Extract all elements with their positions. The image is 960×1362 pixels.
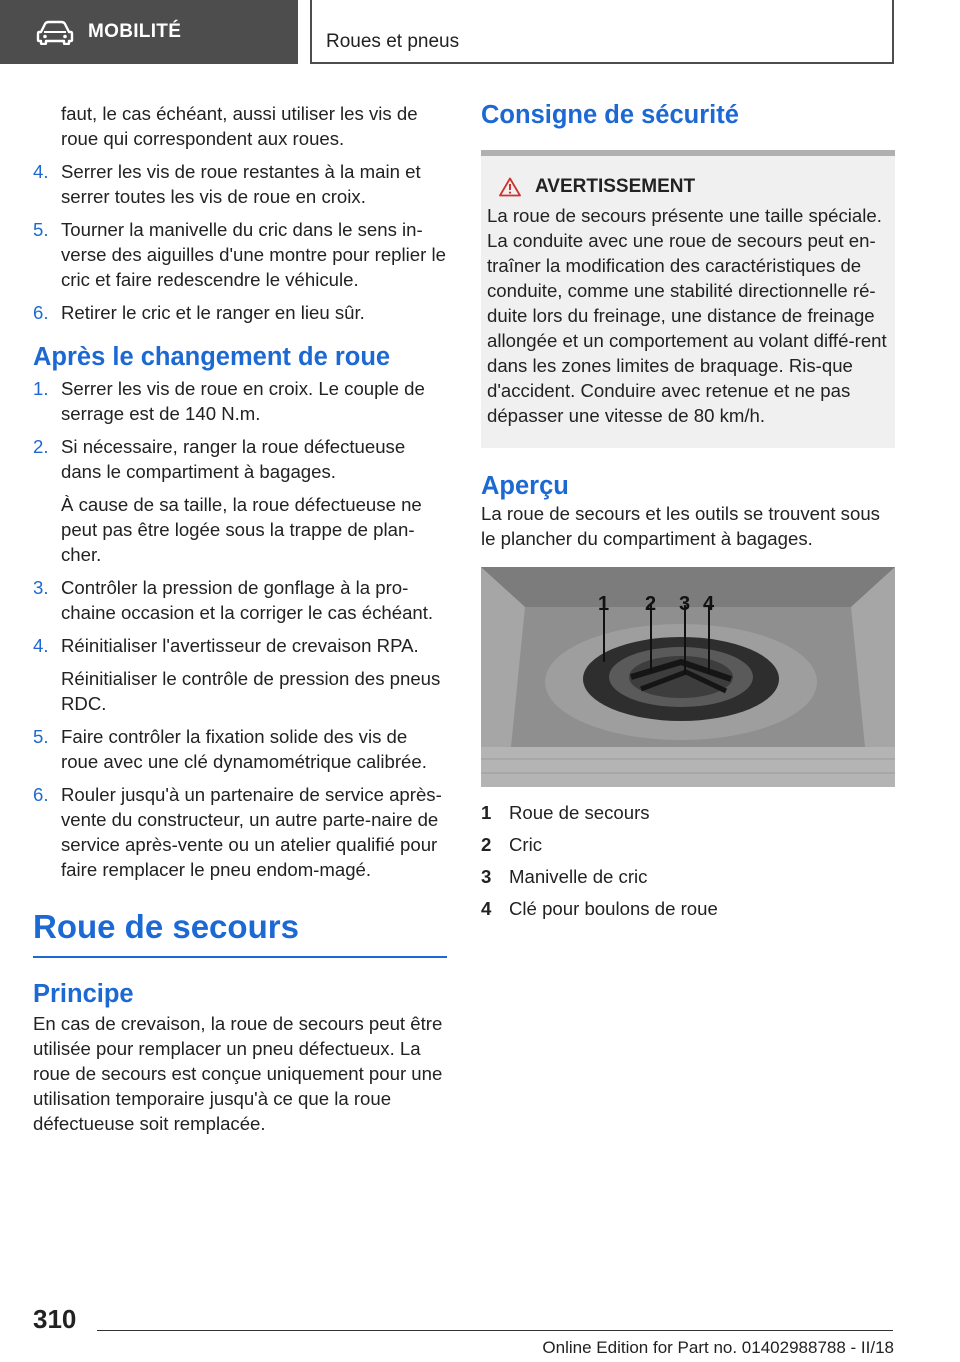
- legend-number: 4: [481, 898, 492, 919]
- legend-label: Roue de secours: [509, 802, 650, 823]
- step-number: 5.: [33, 726, 49, 747]
- chapter-label: Roues et pneus: [326, 31, 460, 52]
- step-text: Serrer les vis de roue en croix. Le couple de serrage est de 140 N.m.: [61, 378, 425, 424]
- step-number: 1.: [33, 378, 49, 399]
- legend-item: [481, 829, 895, 861]
- legend-item: [481, 861, 895, 893]
- spare-wheel-figure: [481, 567, 895, 787]
- list-item: [33, 724, 447, 774]
- left-column: [33, 101, 447, 1136]
- section-label: MOBILITÉ: [88, 21, 182, 42]
- overview-text: La roue de secours et les outils se trouvent sous le plancher du compartiment à bagages.: [481, 503, 880, 549]
- step-text: Contrôler la pression de gonflage à la pro‐chaine occasion et la corriger le cas échéant.: [61, 577, 434, 623]
- step-number: 4.: [33, 161, 49, 182]
- legend-label: Cric: [509, 834, 543, 855]
- overview-heading: Aperçu: [481, 472, 569, 500]
- step-text: Tourner la manivelle du cric dans le sens in‐verse des aiguilles d'une montre pour replier le cric et faire redescendre le véhicule.: [61, 219, 446, 290]
- legend-label: Clé pour boulons de roue: [509, 898, 718, 919]
- list-item: [33, 159, 447, 209]
- step-text: Rouler jusqu'à un partenaire de service après-vente du constructeur, un autre parte‐naire de service après-vente ou un atelier qualifié pour faire remplacer le pneu endom‐magé.: [61, 784, 442, 880]
- safety-heading: Consigne de sécurité: [481, 101, 739, 129]
- legend-number: 2: [481, 834, 492, 855]
- warning-label: AVERTISSEMENT: [535, 176, 696, 197]
- heading-rule: [33, 956, 447, 958]
- page-number: 310: [33, 1304, 77, 1334]
- legend-number: 3: [481, 866, 492, 887]
- car-icon: [36, 19, 74, 45]
- warning-box: [481, 156, 895, 448]
- legend-item: [481, 893, 895, 925]
- step-number: 3.: [33, 577, 49, 598]
- list-item: [33, 434, 447, 484]
- legend-item: [481, 797, 895, 829]
- step-number: 6.: [33, 302, 49, 323]
- step-number: 6.: [33, 784, 49, 805]
- chapter-tab: [310, 0, 894, 64]
- step-continuation: faut, le cas échéant, aussi utiliser les vis de roue qui correspondent aux roues.: [61, 103, 418, 149]
- warning-triangle-icon: [499, 177, 521, 197]
- spare-wheel-heading: Roue de secours: [33, 908, 299, 945]
- figure-callout: 2: [645, 593, 657, 615]
- step-note: À cause de sa taille, la roue défectueuse ne peut pas être logée sous la trappe de plan‐cher.: [61, 494, 422, 565]
- step-number: 4.: [33, 635, 49, 656]
- after-change-heading: Après le changement de roue: [33, 343, 391, 371]
- list-item: [33, 782, 447, 882]
- edition-footer: Online Edition for Part no. 01402988788 - II/18: [542, 1338, 894, 1357]
- list-item: [33, 300, 447, 325]
- principle-heading: Principe: [33, 980, 134, 1008]
- figure-callout: 3: [679, 593, 691, 615]
- step-note: Réinitialiser le contrôle de pression des pneus RDC.: [61, 668, 441, 714]
- step-text: Faire contrôler la fixation solide des vis de roue avec une clé dynamométrique calibrée.: [61, 726, 427, 772]
- list-item: [33, 376, 447, 426]
- figure-callout: 1: [598, 593, 610, 615]
- warning-title: [487, 174, 889, 199]
- right-column: [481, 101, 895, 925]
- step-text: Serrer les vis de roue restantes à la main et serrer toutes les vis de roue en croix.: [61, 161, 421, 207]
- step-number: 5.: [33, 219, 49, 240]
- section-tab: [0, 0, 298, 64]
- figure-legend: [481, 797, 895, 925]
- warning-text: La roue de secours présente une taille spéciale. La conduite avec une roue de secours peut en‐traîner la modification des caractéristiques de conduite, comme une stabilité directionnelle ré‐duite lors du freinage, une distance de freinage allongée et un comportement au volant diffé‐rent dans les zones limites de braquage. Ris‐que d'accident. Conduire avec retenue et ne pas dépasser une vitesse de 80 km/h.: [487, 205, 887, 426]
- list-item: [33, 217, 447, 292]
- step-text: Réinitialiser l'avertisseur de crevaison RPA.: [61, 635, 419, 656]
- list-item: [33, 633, 447, 658]
- legend-label: Manivelle de cric: [509, 866, 648, 887]
- figure-callout: 4: [703, 593, 715, 615]
- step-number: 2.: [33, 436, 49, 457]
- step-text: Si nécessaire, ranger la roue défectueuse dans le compartiment à bagages.: [61, 436, 406, 482]
- list-item: [33, 575, 447, 625]
- footer-rule: [97, 1330, 893, 1331]
- legend-number: 1: [481, 802, 492, 823]
- principle-text: En cas de crevaison, la roue de secours peut être utilisée pour remplacer un pneu défectueux. La roue de secours est conçue uniquement pour une utilisation temporaire jusqu'à ce que la roue défectueuse soit remplacée.: [33, 1013, 443, 1134]
- step-text: Retirer le cric et le ranger en lieu sûr.: [61, 302, 365, 323]
